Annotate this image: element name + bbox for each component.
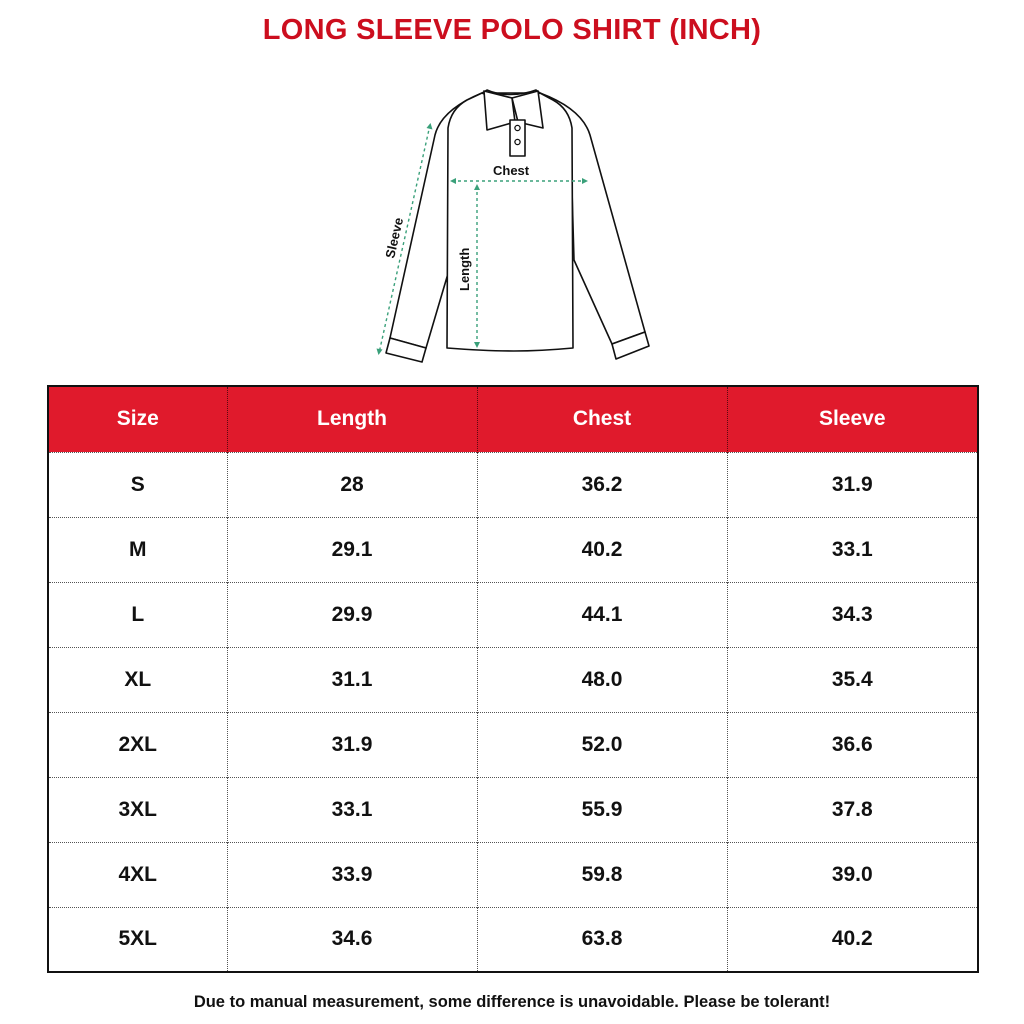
- header-length: Length: [227, 386, 477, 452]
- cell-chest: 52.0: [477, 712, 727, 777]
- table-row: [48, 907, 978, 972]
- cell-length: 29.1: [227, 517, 477, 582]
- cell-length: 29.9: [227, 582, 477, 647]
- cell-length: 31.9: [227, 712, 477, 777]
- cell-sleeve: 37.8: [727, 777, 978, 842]
- table-row: [48, 712, 978, 777]
- cell-size: S: [48, 452, 227, 517]
- table-row: [48, 517, 978, 582]
- cell-sleeve: 36.6: [727, 712, 978, 777]
- chest-label: Chest: [493, 163, 530, 178]
- measurement-disclaimer: Due to manual measurement, some difference is unavoidable. Please be tolerant!: [193, 993, 831, 1011]
- cell-chest: 44.1: [477, 582, 727, 647]
- cell-size: 2XL: [48, 712, 227, 777]
- cell-chest: 36.2: [477, 452, 727, 517]
- cell-chest: 48.0: [477, 647, 727, 712]
- table-row: [48, 777, 978, 842]
- cell-length: 33.1: [227, 777, 477, 842]
- cell-length: 33.9: [227, 842, 477, 907]
- table-row: [48, 647, 978, 712]
- table-row: [48, 582, 978, 647]
- header-sleeve: Sleeve: [818, 407, 886, 431]
- cell-size: 4XL: [48, 842, 227, 907]
- cell-size: XL: [48, 647, 227, 712]
- table-row: [48, 842, 978, 907]
- size-chart-table: [47, 385, 979, 973]
- cell-sleeve: 35.4: [727, 647, 978, 712]
- header-size: Size: [48, 386, 227, 452]
- cell-sleeve: 40.2: [727, 907, 978, 972]
- shirt-measurement-diagram: [360, 70, 660, 370]
- cell-sleeve: 33.1: [727, 517, 978, 582]
- cell-chest: 63.8: [477, 907, 727, 972]
- cell-sleeve: 39.0: [727, 842, 978, 907]
- cell-length: 34.6: [227, 907, 477, 972]
- page-title: LONG SLEEVE POLO SHIRT (INCH): [262, 14, 762, 46]
- cell-length: 28: [227, 452, 477, 517]
- cell-size: M: [48, 517, 227, 582]
- length-label: Length: [457, 247, 472, 291]
- table-row: [48, 452, 978, 517]
- cell-size: L: [48, 582, 227, 647]
- table-header-row: [48, 386, 978, 452]
- cell-chest: 59.8: [477, 842, 727, 907]
- cell-size: 3XL: [48, 777, 227, 842]
- cell-sleeve: 31.9: [727, 452, 978, 517]
- header-chest: Chest: [477, 386, 727, 452]
- polo-shirt-illustration: [360, 70, 660, 370]
- cell-length: 31.1: [227, 647, 477, 712]
- cell-sleeve: 34.3: [727, 582, 978, 647]
- cell-size: 5XL: [48, 907, 227, 972]
- cell-chest: 55.9: [477, 777, 727, 842]
- cell-chest: 40.2: [477, 517, 727, 582]
- sleeve-label: Sleeve: [382, 216, 407, 260]
